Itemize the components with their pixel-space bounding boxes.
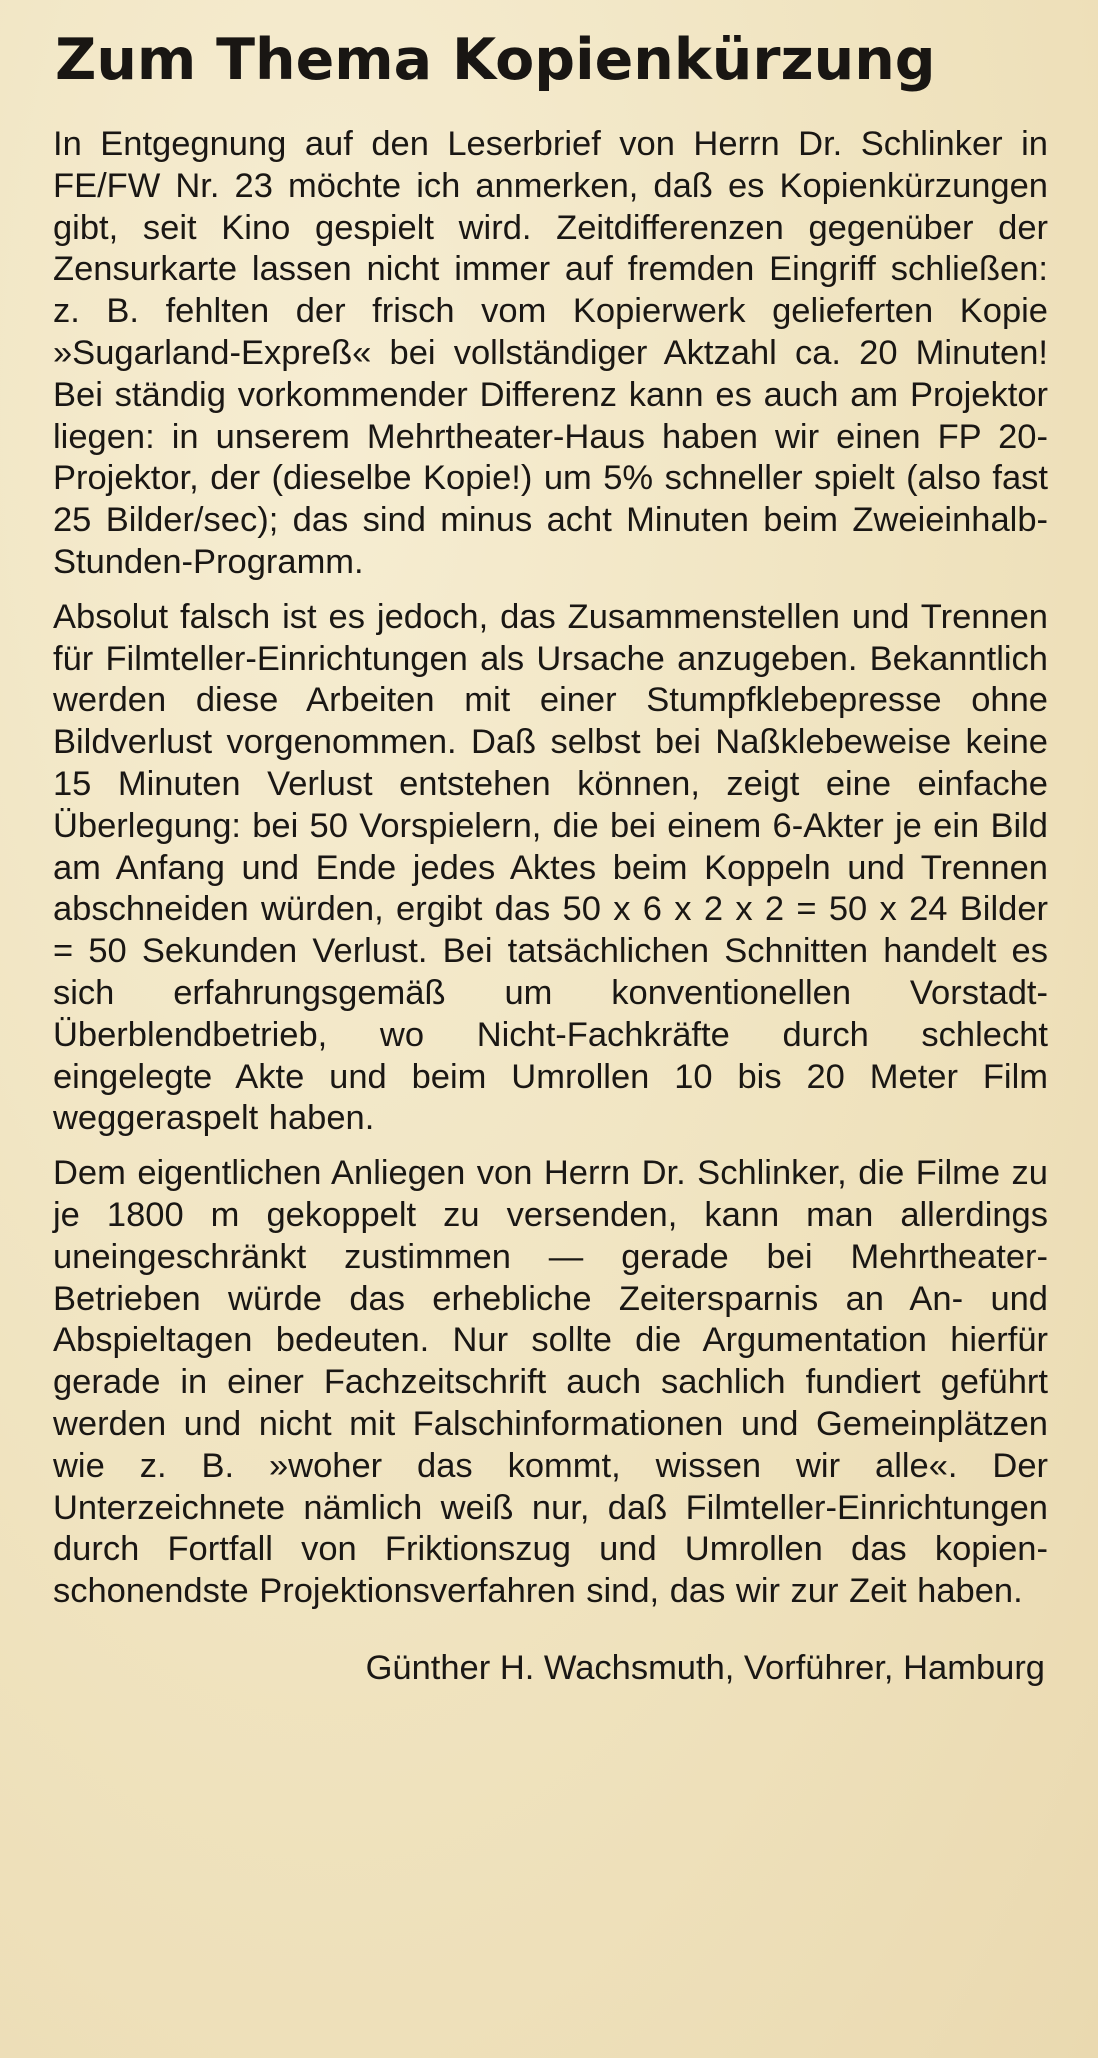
author-signature-line: Günther H. Wachsmuth, Vorführer, Hamburg bbox=[365, 1648, 1045, 1687]
article-paragraph-1: In Entgegnung auf den Leserbrief von Herrn Dr. Schlinker in FE/FW Nr. 23 möchte ich anmerken, daß es Kopienkürzungen gibt, seit Kino gespielt wird. Zeitdifferenzen gegenüber der Zensurkarte lassen nicht immer auf fremden Eingriff schließen: z. B. fehlten der frisch vom Kopierwerk gelieferten Kopie »Sugarland-Expreß« bei vollständiger Aktzahl ca. 20 Minuten! Bei ständig vorkommender Differenz kann es auch am Projektor liegen: in unserem Mehrtheater-Haus haben wir einen FP 20-Projektor, der (dieselbe Kopie!) um 5% schneller spielt (also fast 25 Bilder/sec); das sind minus acht Minuten beim Zweieinhalb-Stunden-Programm. bbox=[53, 125, 1048, 581]
article-paragraph-3: Dem eigentlichen Anliegen von Herrn Dr. Schlinker, die Filme zu je 1800 m gekoppelt zu versenden, kann man allerdings uneingeschränkt zustimmen — gerade bei Mehrtheater-Betrieben würde das erhebliche Zeitersparnis an An- und Abspieltagen bedeuten. Nur sollte die Argumentation hierfür gerade in einer Fachzeitschrift auch sachlich fundiert geführt werden und nicht mit Falschinformationen und Gemeinplätzen wie z. B. »woher das kommt, wissen wir alle«. Der Unterzeichnete nämlich weiß nur, daß Filmteller-Einrichtungen durch Fortfall von Friktionszug und Umrollen das kopienschonendste Projektionsverfahren sind, das wir zur Zeit haben. bbox=[53, 1154, 1048, 1611]
article-headline: Zum Thema Kopienkürzung bbox=[55, 27, 936, 93]
article-paragraph-2: Absolut falsch ist es jedoch, das Zusammenstellen und Trennen für Filmteller-Einrichtungen als Ursache anzugeben. Bekanntlich werden diese Arbeiten mit einer Stumpfklebepresse ohne Bildverlust vorgenommen. Daß selbst bei Naßklebeweise keine 15 Minuten Verlust entstehen können, zeigt eine einfache Überlegung: bei 50 Vorspielern, die bei einem 6-Akter je ein Bild am Anfang und Ende jedes Aktes beim Koppeln und Trennen abschneiden würden, ergibt das 50 x 6 x 2 x 2 = 50 x 24 Bilder = 50 Sekunden Verlust. Bei tatsächlichen Schnitten handelt es sich erfahrungsgemäß um konventionellen Vorstadt-Überblendbetrieb, wo Nicht-Fachkräfte durch schlecht eingelegte Akte und beim Umrollen 10 bis 20 Meter Film weggeraspelt haben. bbox=[53, 597, 1048, 1138]
